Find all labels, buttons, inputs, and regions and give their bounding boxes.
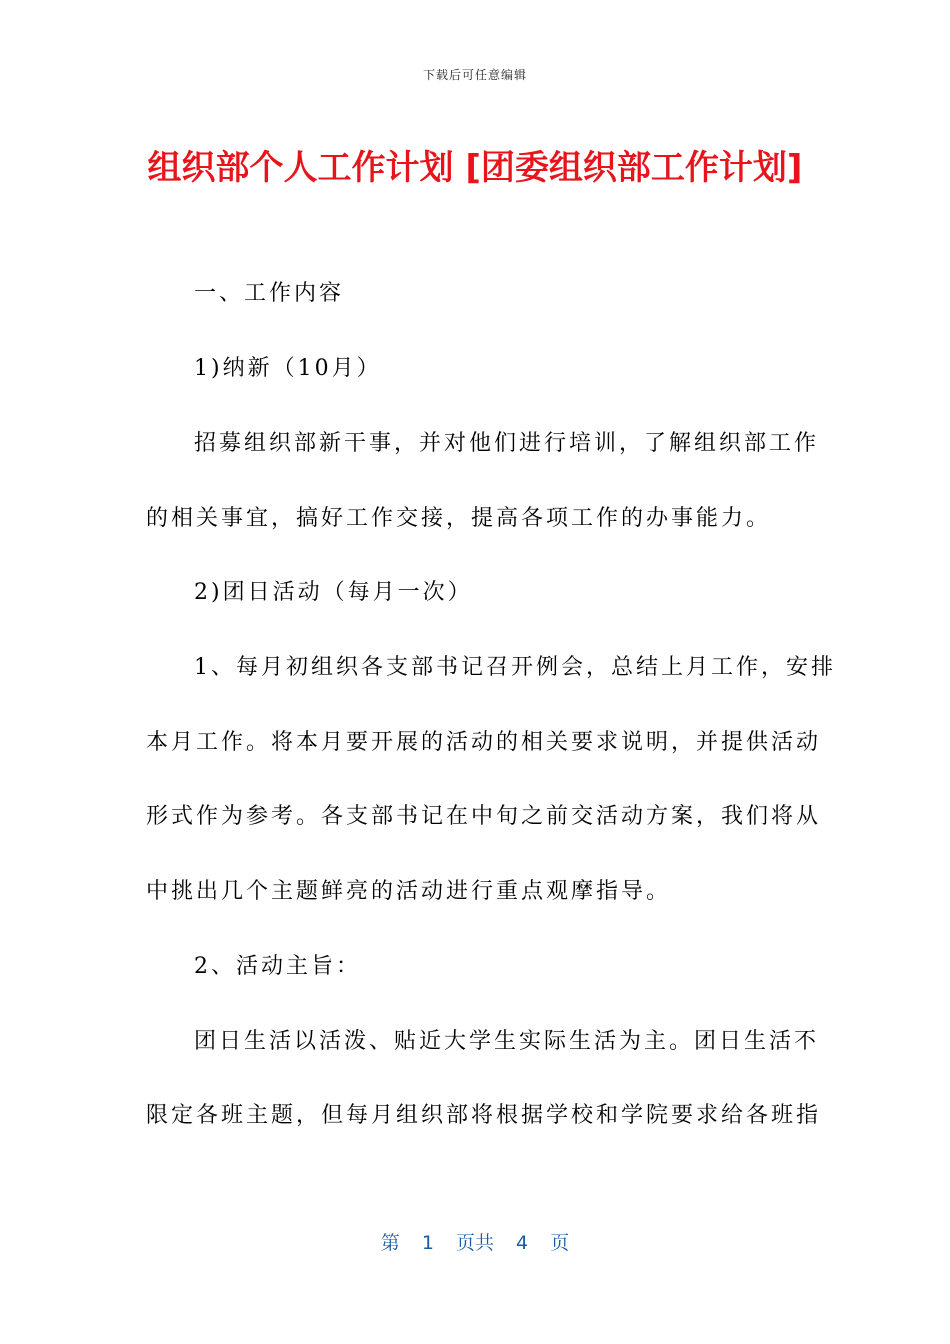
paragraph-line: 1、每月初组织各支部书记召开例会，总结上月工作，安排 (194, 655, 836, 680)
item-heading-league-day: 2)团日活动（每月一次） (194, 580, 473, 605)
paragraph-line: 团日生活以活泼、贴近大学生实际生活为主。团日生活不 (194, 1029, 820, 1054)
footer-current-page: 1 (421, 1232, 434, 1254)
paragraph-line: 招募组织部新干事，并对他们进行培训，了解组织部工作 (194, 431, 820, 456)
header-note: 下载后可任意编辑 (422, 68, 527, 82)
footer-suffix: 页 (550, 1232, 570, 1254)
paragraph-line: 限定各班主题，但每月组织部将根据学校和学院要求给各班指 (146, 1103, 822, 1128)
page-footer (0, 1228, 950, 1255)
paragraph-line: 形式作为参考。各支部书记在中旬之前交活动方案，我们将从 (146, 804, 822, 829)
item-heading-activity-purpose: 2、活动主旨： (194, 954, 361, 979)
paragraph-line: 中挑出几个主题鲜亮的活动进行重点观摩指导。 (146, 879, 672, 904)
section-heading-work-content: 一、工作内容 (194, 281, 345, 306)
footer-prefix: 第 (380, 1232, 400, 1254)
footer-total-pages: 4 (516, 1232, 529, 1254)
item-heading-recruitment: 1)纳新（10月） (194, 356, 382, 381)
document-title: 组织部个人工作计划 [团委组织部工作计划] (147, 148, 803, 188)
paragraph-line: 本月工作。将本月要开展的活动的相关要求说明，并提供活动 (146, 730, 822, 755)
footer-middle: 页共 (455, 1232, 494, 1254)
paragraph-line: 的相关事宜，搞好工作交接，提高各项工作的办事能力。 (146, 506, 772, 531)
